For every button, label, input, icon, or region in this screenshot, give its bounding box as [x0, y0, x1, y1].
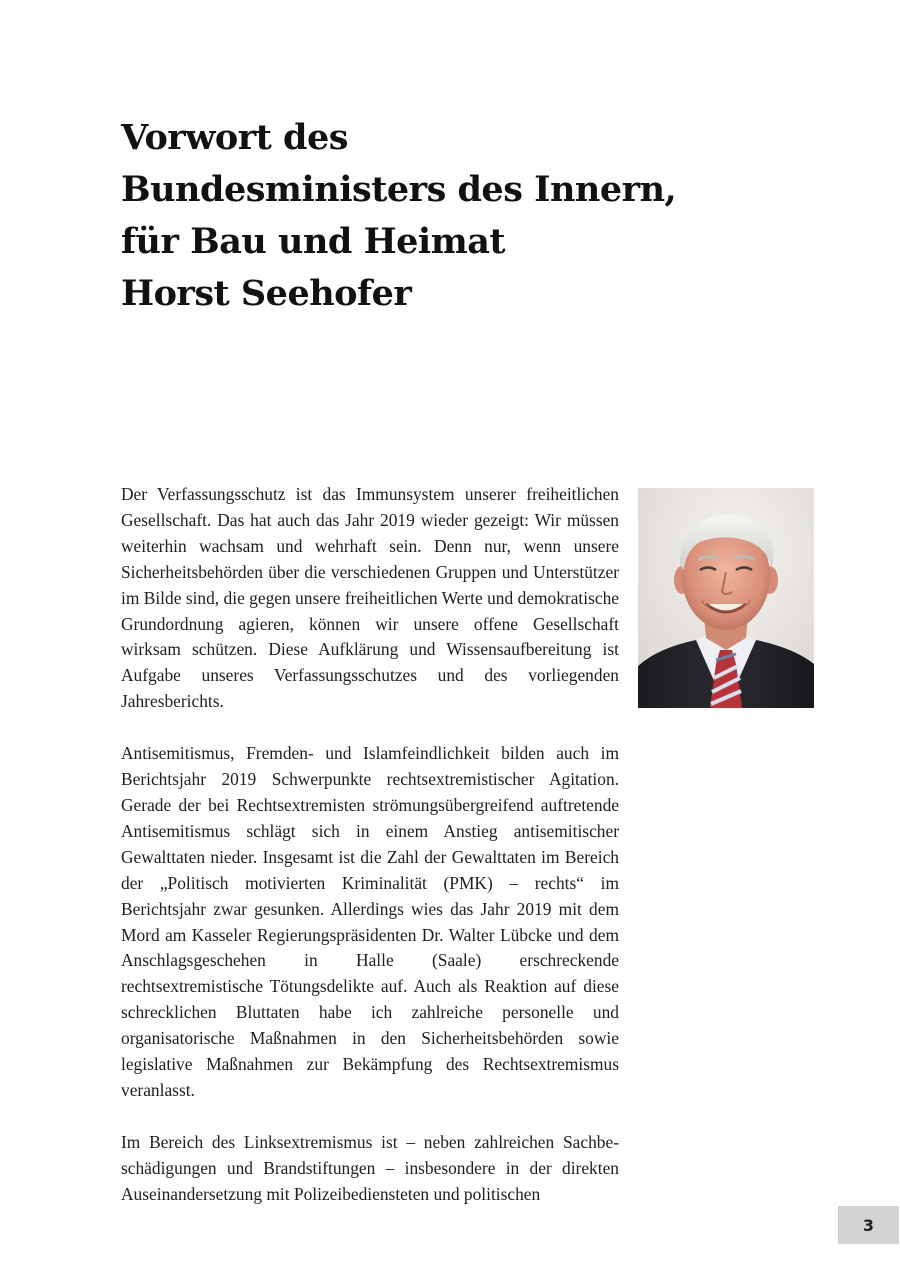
paragraph-1: Der Verfassungsschutz ist das Immunsystem unserer freiheitlichen Gesellschaft. Das hat auch das Jahr 2019 wieder gezeigt: Wir müssen weiterhin wachsam und wehrhaft sein. Denn nur, wenn unsere Sicherheitsbehörden über die verschiedenen Gruppen und Unterstützer im Bilde sind, die gegen unsere freiheitlichen Werte und demokratische Grundordnung agieren, können wir unsere offene Gesellschaft wirksam schützen. Diese Aufklärung und Wissensaufbereitung ist Aufgabe unseres Verfassungsschutzes und des vorliegenden Jahresberichts. — [121, 484, 619, 712]
title-line-4: Horst Seehofer — [121, 273, 412, 314]
page-title — [121, 112, 681, 320]
portrait-photo — [638, 488, 814, 708]
title-line-3: für Bau und Heimat — [121, 221, 506, 262]
title-line-2: Bundesministers des Innern, — [121, 169, 677, 210]
page-number: 3 — [838, 1206, 899, 1244]
paragraph-3: Im Bereich des Linksextremismus ist – neben zahlreichen Sachbeschädigungen und Brandstiftungen – insbesondere in der direkten Auseinandersetzung mit Polizeibediensteten und politischen — [121, 1131, 619, 1204]
paragraph-2: Antisemitismus, Fremden- und Islamfeindlichkeit bilden auch im Berichtsjahr 2019 Schwerpunkte rechtsextremistischer Agitation. Gerade der bei Rechtsextremisten strömungsübergreifend auftretende Antisemitismus schlägt sich in einem Anstieg antisemitischer Gewalttaten nieder. Insgesamt ist die Zahl der Gewalttaten im Bereich der „Politisch motivierten Kriminalität (PMK) – rechts“ im Berichtsjahr zwar gesunken. Allerdings wies das Jahr 2019 mit dem Mord am Kasseler Regierungspräsidenten Dr. Walter Lübcke und dem Anschlagsgeschehen in Halle (Saale) erschreckende rechtsextremistische Tötungsdelikte auf. Auch als Reaktion auf diese schrecklichen Bluttaten habe ich zahlreiche personelle und organisatorische Maßnahmen in den Sicherheitsbehörden sowie legislative Maßnahmen zur Bekämpfung des Rechtsextremismus veranlasst. — [121, 743, 619, 1100]
body-text — [121, 482, 619, 1234]
title-line-1: Vorwort des — [121, 117, 348, 158]
